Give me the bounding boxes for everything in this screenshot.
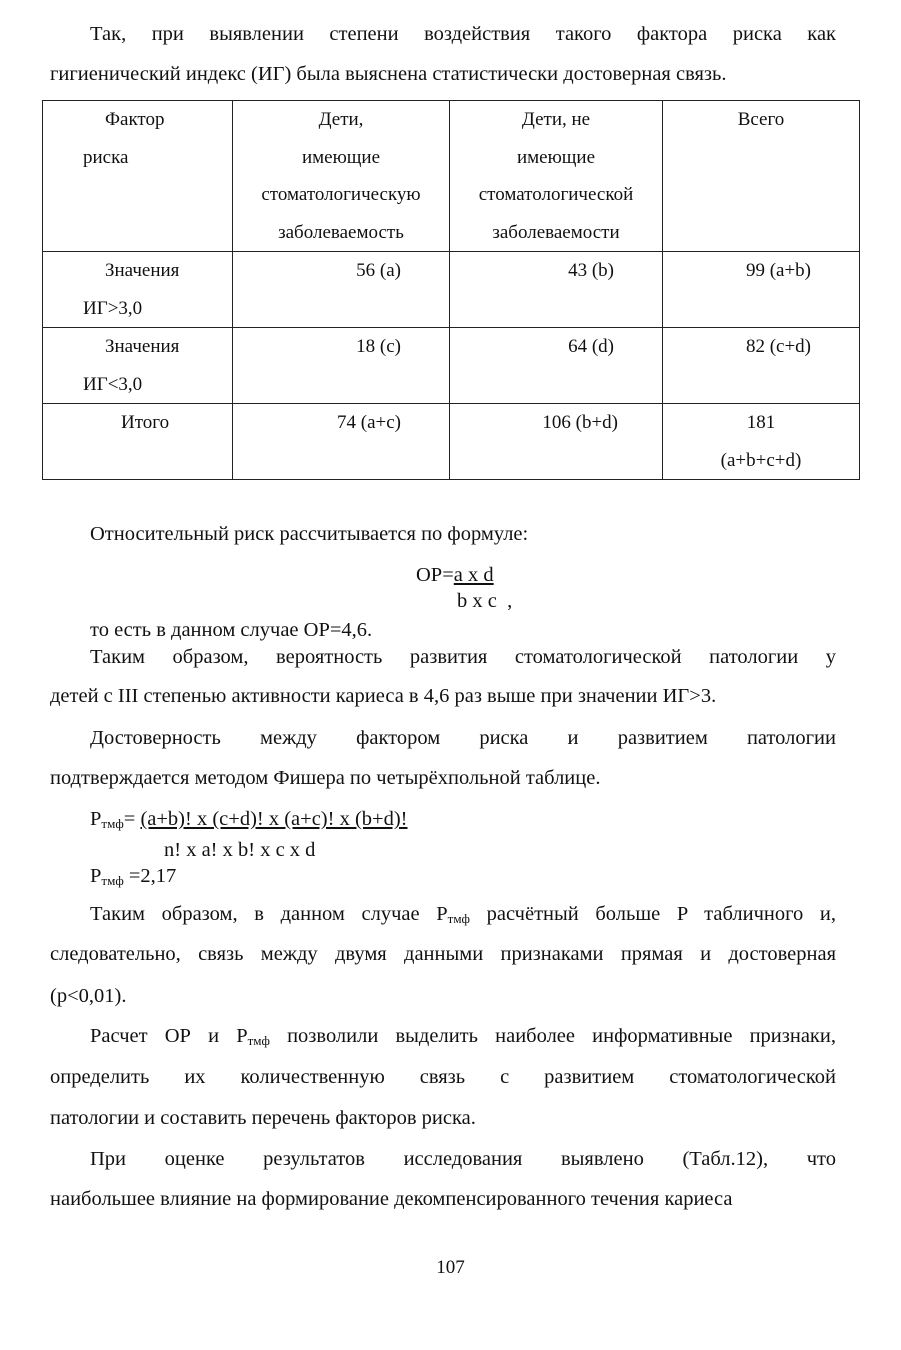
table-row [43, 328, 860, 404]
rr-intro: Относительный риск рассчитывается по формуле: [90, 523, 529, 545]
header-factor [43, 101, 233, 252]
para4-line-2: определить их количественную связь с развитием стоматологической [50, 1066, 836, 1088]
rr-formula-prefix: ОР= [416, 564, 454, 586]
para1-line-2: детей с III степенью активности кариеса в 4,6 раз выше при значении ИГ>3. [50, 685, 717, 707]
cell-line: 181 [746, 412, 776, 433]
cell-total [663, 404, 860, 480]
cell-c: 18 (с) [233, 328, 450, 404]
table-header-row [43, 101, 860, 252]
header-total [663, 101, 860, 252]
para3-text-b: расчётный больше P табличного и, [469, 903, 837, 925]
para3-line-1 [50, 895, 836, 938]
header-line: имеющие [516, 146, 596, 168]
risk-factor-table [42, 100, 860, 480]
row-label-line: Значения [105, 260, 180, 281]
fisher-formula [90, 806, 408, 894]
row-label-line: Значения [105, 336, 180, 357]
rr-formula-numerator: a x d [453, 564, 494, 586]
fisher-result: =2,17 [123, 865, 177, 887]
table-row [43, 252, 860, 328]
rr-formula-numerator-line [416, 562, 512, 588]
rr-formula [416, 562, 512, 614]
header-line: Всего [737, 109, 785, 130]
header-children-with [233, 101, 450, 252]
row-label-line: ИГ<3,0 [83, 373, 143, 395]
intro-line-2: гигиенический индекс (ИГ) была выяснена статистически достоверная связь. [50, 63, 727, 85]
fisher-p: P [90, 808, 102, 830]
header-children-without [450, 101, 663, 252]
row-label [43, 328, 233, 404]
row-label [43, 404, 233, 480]
row-label-line: Итого [121, 412, 170, 433]
cell-cd [663, 328, 860, 404]
cell-d: 64 (d) [450, 328, 663, 404]
para2-line-1: Достоверность между фактором риска и развитием патологии [90, 727, 836, 749]
fisher-numerator-line [90, 806, 408, 837]
fisher-result-line [90, 863, 408, 894]
header-line: Дети, не [521, 109, 591, 130]
header-line: стоматологическую [261, 184, 421, 205]
intro-line-1: Так, при выявлении степени воздействия такого фактора риска как [90, 23, 836, 45]
header-factor-line: риска [83, 146, 129, 168]
header-line: заболеваемости [492, 221, 620, 243]
fisher-numerator: (a+b)! x (c+d)! x (a+c)! x (b+d)! [140, 808, 408, 830]
para3-text-a: Таким образом, в данном случае P [90, 903, 448, 925]
para2-line-2: подтверждается методом Фишера по четырёхпольной таблице. [50, 767, 601, 789]
para1-line-1: Таким образом, вероятность развития стоматологической патологии у [90, 646, 836, 668]
fisher-sub: тмф [101, 873, 124, 888]
para4-text-a: Расчет ОР и P [90, 1025, 248, 1047]
fisher-p: P [90, 865, 102, 887]
cell-bd: 106 (b+d) [450, 404, 663, 480]
cell-ac: 74 (a+c) [233, 404, 450, 480]
fisher-denominator: n! x a! x b! x c x d [164, 839, 316, 861]
para5-line-1: При оценке результатов исследования выявлено (Табл.12), что [90, 1148, 836, 1170]
cell-a: 56 (а) [233, 252, 450, 328]
para3-line-3: (p<0,01). [50, 985, 127, 1007]
page-number: 107 [436, 1257, 465, 1278]
header-line: имеющие [301, 146, 381, 168]
cell-b: 43 (b) [450, 252, 663, 328]
header-line: заболеваемость [278, 221, 404, 243]
para4-text-b: позволили выделить наиболее информативные признаки, [269, 1025, 836, 1047]
rr-formula-denominator: b x c , [457, 590, 513, 612]
header-line: стоматологической [478, 184, 634, 205]
para3-sub: тмф [447, 911, 470, 926]
fisher-eq: = [123, 808, 141, 830]
cell-line: 99 (a+b) [745, 260, 811, 281]
table-row [43, 404, 860, 480]
para3-line-2: следовательно, связь между двумя данными признаками прямая и достоверная [50, 943, 836, 965]
para4-line-3: патологии и составить перечень факторов риска. [50, 1107, 476, 1129]
fisher-sub: тмф [101, 816, 124, 831]
header-line: Дети, [318, 109, 364, 130]
para4-line-1 [50, 1017, 836, 1060]
header-factor-line: Фактор [105, 109, 165, 130]
para5-line-2: наибольшее влияние на формирование декомпенсированного течения кариеса [50, 1188, 733, 1210]
cell-line: 82 (c+d) [745, 336, 811, 357]
para4-sub: тмф [247, 1033, 270, 1048]
cell-line: (a+b+c+d) [720, 449, 802, 471]
cell-ab [663, 252, 860, 328]
row-label [43, 252, 233, 328]
row-label-line: ИГ>3,0 [83, 297, 143, 319]
rr-result: то есть в данном случае ОР=4,6. [90, 619, 373, 641]
